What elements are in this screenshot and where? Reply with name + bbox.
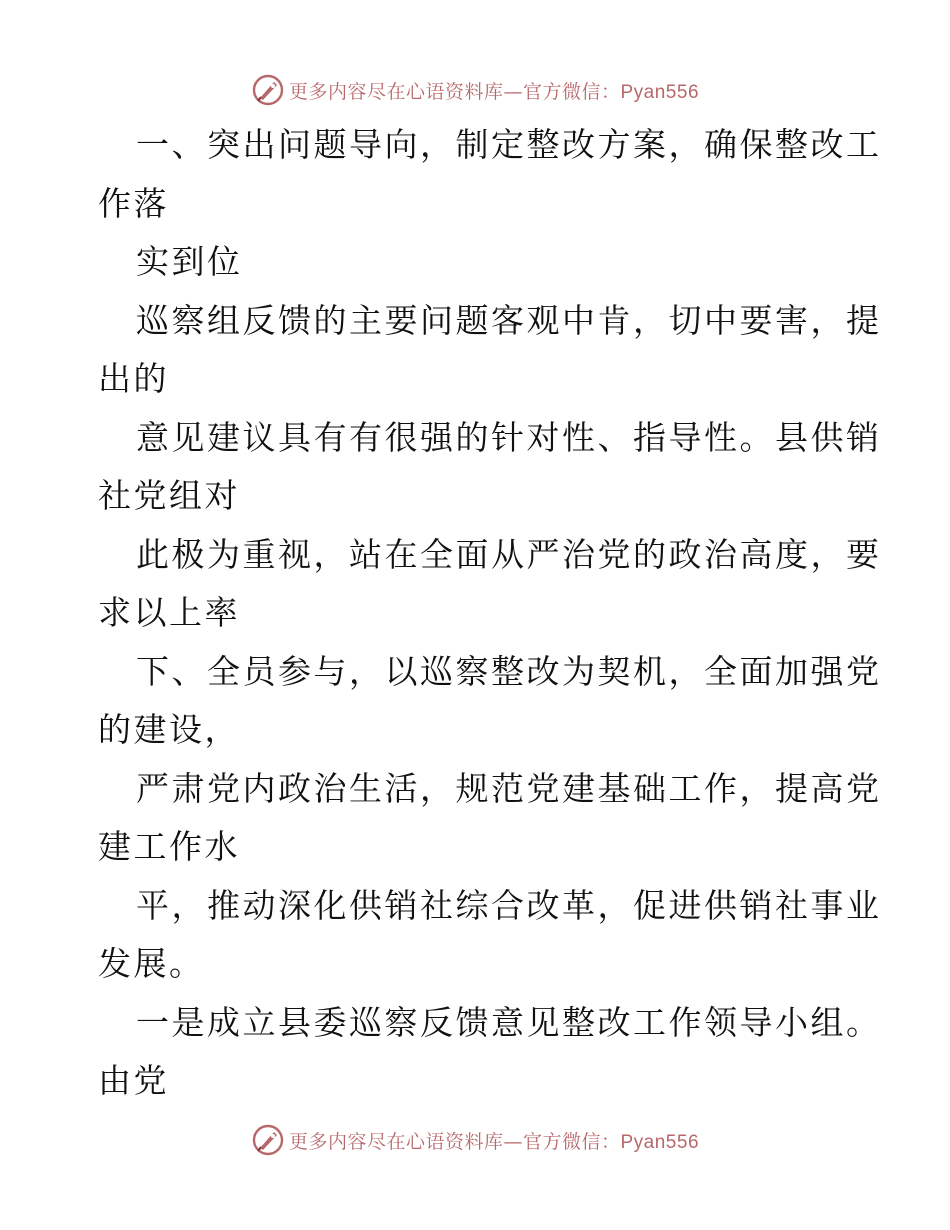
text-line: 的建设， <box>98 710 240 749</box>
quill-pen-icon <box>251 73 285 107</box>
watermark-wechat: 官方微信：Pyan556 <box>523 1131 700 1153</box>
text-line: 平，推动深化供销社综合改革，促进供销社事业 <box>136 885 882 925</box>
text-line: 建工作水 <box>98 827 240 866</box>
header-watermark <box>0 70 950 110</box>
text-line: 严肃党内政治生活，规范党建基础工作，提高党 <box>136 768 882 808</box>
watermark-text <box>289 1127 699 1154</box>
text-line: 出的 <box>98 359 169 398</box>
footer-watermark <box>0 1120 950 1160</box>
text-line: 发展。 <box>98 944 205 983</box>
text-line: 求以上率 <box>98 593 240 632</box>
watermark-brand: 更多内容尽在心语资料库 <box>288 80 504 103</box>
text-line: 此极为重视，站在全面从严治党的政治高度，要 <box>136 534 882 574</box>
text-line: 下、全员参与，以巡察整改为契机，全面加强党 <box>136 651 882 691</box>
watermark-dash: — <box>503 80 523 103</box>
text-line: 一是成立县委巡察反馈意见整改工作领导小组。 <box>136 1002 882 1042</box>
watermark-brand: 更多内容尽在心语资料库 <box>288 1130 504 1153</box>
text-line: 社党组对 <box>98 476 240 515</box>
text-line: 巡察组反馈的主要问题客观中肯，切中要害，提 <box>136 300 882 340</box>
text-line: 意见建议具有有很强的针对性、指导性。县供销 <box>136 417 882 457</box>
document-body <box>98 116 882 1111</box>
text-line: 作落 <box>98 183 169 223</box>
text-line: 一、突出问题导向，制定整改方案，确保整改工 <box>136 125 882 164</box>
watermark-dash: — <box>503 1130 523 1153</box>
quill-pen-icon <box>251 1123 285 1157</box>
text-line: 实到位 <box>136 242 243 281</box>
watermark-text <box>289 77 699 104</box>
text-line: 由党 <box>98 1061 169 1100</box>
watermark-wechat: 官方微信：Pyan556 <box>523 81 700 103</box>
